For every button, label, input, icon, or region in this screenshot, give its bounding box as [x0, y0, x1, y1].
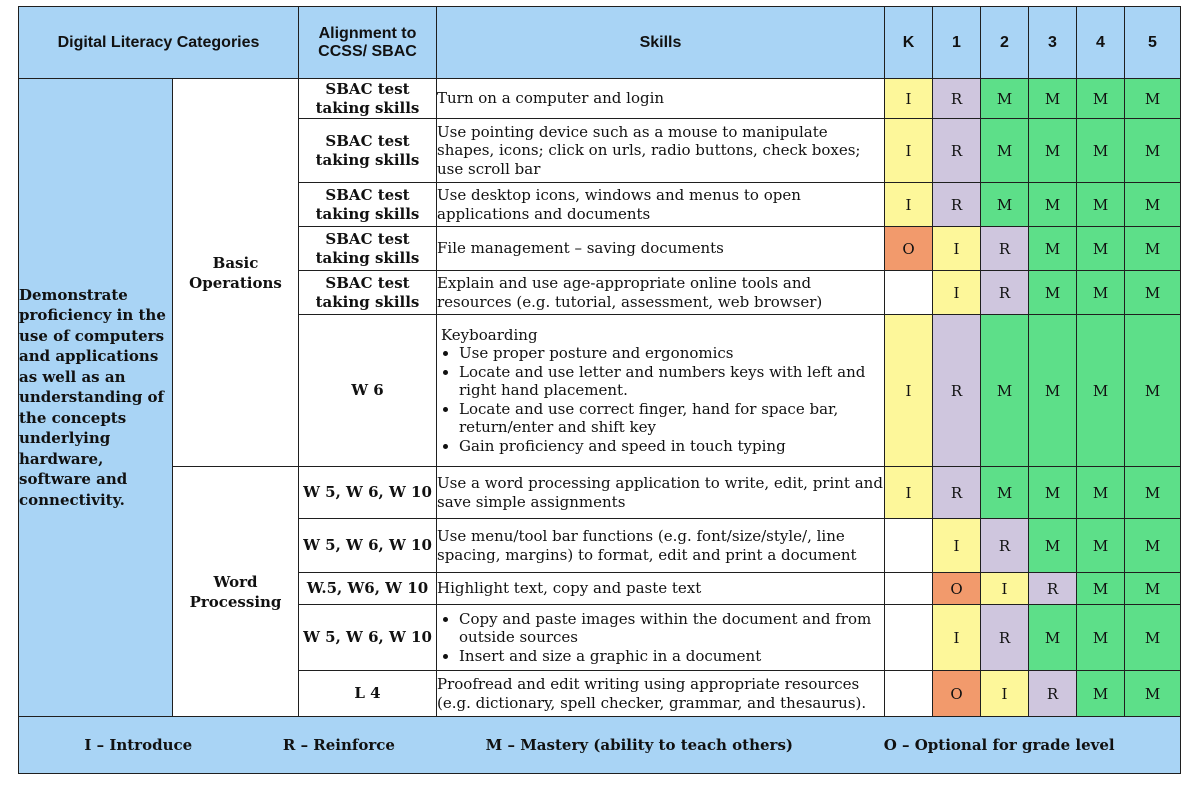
subcategory-word-line1: Word	[213, 572, 258, 591]
header-grade-5: 5	[1125, 7, 1181, 79]
header-row	[19, 7, 1181, 79]
subcategory-basic-line2: Operations	[189, 273, 282, 292]
header-grade-k: K	[885, 7, 933, 79]
skill-bullet: • Copy and paste images within the document and from outside sources	[459, 610, 884, 647]
legend-optional: O – Optional for grade level	[883, 736, 1115, 754]
level-grade-4: M	[1077, 519, 1125, 573]
level-grade-2: M	[981, 467, 1029, 519]
header-alignment-line1: Alignment to	[318, 24, 417, 42]
level-grade-3: M	[1029, 119, 1077, 183]
skill-cell	[437, 671, 885, 717]
level-grade-4: M	[1077, 271, 1125, 315]
level-grade-5: M	[1125, 573, 1181, 605]
level-grade-k	[885, 605, 933, 671]
level-grade-4: M	[1077, 227, 1125, 271]
level-grade-3: M	[1029, 183, 1077, 227]
level-grade-k	[885, 271, 933, 315]
alignment-cell	[299, 79, 437, 119]
skill-text: Proofread and edit writing using appropriate resources (e.g. dictionary, spell checker, grammar, and thesaurus).	[437, 675, 867, 712]
level-grade-1: I	[933, 271, 981, 315]
skill-cell	[437, 573, 885, 605]
level-grade-5: M	[1125, 671, 1181, 717]
skill-cell	[437, 519, 885, 573]
header-grade-1: 1	[933, 7, 981, 79]
level-grade-5: M	[1125, 183, 1181, 227]
level-grade-3: M	[1029, 227, 1077, 271]
skill-cell	[437, 605, 885, 671]
level-grade-3: M	[1029, 605, 1077, 671]
skill-text: Turn on a computer and login	[437, 89, 665, 108]
level-grade-k	[885, 573, 933, 605]
skill-text: Use desktop icons, windows and menus to open applications and documents	[437, 186, 801, 223]
table-row	[19, 467, 1181, 519]
level-grade-3: M	[1029, 79, 1077, 119]
level-grade-1: I	[933, 519, 981, 573]
level-grade-1: R	[933, 183, 981, 227]
skill-bullet: • Gain proficiency and speed in touch typing	[459, 437, 884, 456]
alignment-line: SBAC test	[325, 185, 410, 204]
level-grade-5: M	[1125, 79, 1181, 119]
level-grade-k	[885, 519, 933, 573]
level-grade-1: I	[933, 227, 981, 271]
skill-bullet-list	[437, 610, 884, 666]
alignment-cell	[299, 227, 437, 271]
level-grade-k: I	[885, 467, 933, 519]
level-grade-2: I	[981, 671, 1029, 717]
level-grade-2: M	[981, 119, 1029, 183]
skill-text: Explain and use age-appropriate online tools and resources (e.g. tutorial, assessment, web browser)	[437, 274, 823, 311]
level-grade-3: M	[1029, 519, 1077, 573]
level-grade-2: R	[981, 605, 1029, 671]
skill-bullet-list	[437, 344, 884, 455]
table-row	[19, 79, 1181, 119]
alignment-cell	[299, 671, 437, 717]
level-grade-2: I	[981, 573, 1029, 605]
header-grade-2: 2	[981, 7, 1029, 79]
level-grade-1: R	[933, 315, 981, 467]
skill-text: Highlight text, copy and paste text	[437, 579, 702, 598]
level-grade-3: R	[1029, 671, 1077, 717]
skill-cell	[437, 79, 885, 119]
alignment-line: taking skills	[315, 248, 420, 267]
alignment-cell	[299, 467, 437, 519]
subcategory-word-line2: Processing	[189, 592, 282, 611]
level-grade-k: I	[885, 79, 933, 119]
alignment-line: taking skills	[315, 98, 420, 117]
level-grade-4: M	[1077, 79, 1125, 119]
skill-text: File management – saving documents	[437, 239, 724, 258]
alignment-line: SBAC test	[325, 79, 410, 98]
skill-cell	[437, 227, 885, 271]
level-grade-k: I	[885, 315, 933, 467]
alignment-cell	[299, 119, 437, 183]
level-grade-5: M	[1125, 519, 1181, 573]
alignment-line: taking skills	[315, 150, 420, 169]
skill-cell	[437, 119, 885, 183]
header-alignment	[299, 7, 437, 79]
level-grade-1: R	[933, 79, 981, 119]
level-grade-1: I	[933, 605, 981, 671]
legend-reinforce: R – Reinforce	[282, 736, 395, 754]
level-grade-4: M	[1077, 119, 1125, 183]
alignment-cell	[299, 183, 437, 227]
level-grade-2: M	[981, 183, 1029, 227]
skill-cell	[437, 271, 885, 315]
alignment-line: W 5, W 6, W 10	[303, 536, 432, 554]
legend-mastery: M – Mastery (ability to teach others)	[485, 736, 793, 754]
subcategory-basic-line1: Basic	[212, 253, 259, 272]
level-grade-4: M	[1077, 671, 1125, 717]
skill-cell	[437, 315, 885, 467]
header-grade-3: 3	[1029, 7, 1077, 79]
level-grade-2: M	[981, 79, 1029, 119]
header-categories: Digital Literacy Categories	[19, 7, 299, 79]
digital-literacy-table	[18, 6, 1181, 774]
level-grade-4: M	[1077, 467, 1125, 519]
level-grade-1: O	[933, 671, 981, 717]
alignment-line: taking skills	[315, 292, 420, 311]
subcategory-basic-operations	[173, 79, 299, 467]
legend-row	[19, 717, 1181, 774]
alignment-line: taking skills	[315, 204, 420, 223]
level-grade-3: M	[1029, 467, 1077, 519]
skill-bullet: • Insert and size a graphic in a document	[459, 647, 884, 666]
alignment-cell	[299, 573, 437, 605]
alignment-cell	[299, 315, 437, 467]
level-grade-4: M	[1077, 315, 1125, 467]
header-grade-4: 4	[1077, 7, 1125, 79]
level-grade-k: I	[885, 119, 933, 183]
skill-bullet: • Use proper posture and ergonomics	[459, 344, 884, 363]
skill-text: Use a word processing application to write, edit, print and save simple assignments	[437, 474, 883, 511]
skill-heading: Keyboarding	[441, 325, 538, 344]
alignment-line: SBAC test	[325, 273, 410, 292]
level-grade-4: M	[1077, 605, 1125, 671]
level-grade-4: M	[1077, 573, 1125, 605]
skill-cell	[437, 183, 885, 227]
level-grade-2: M	[981, 315, 1029, 467]
alignment-line: SBAC test	[325, 229, 410, 248]
level-grade-k: I	[885, 183, 933, 227]
level-grade-1: R	[933, 119, 981, 183]
alignment-line: L 4	[354, 684, 381, 702]
subcategory-word-processing	[173, 467, 299, 717]
skill-text: Use menu/tool bar functions (e.g. font/size/style/, line spacing, margins) to format, edit and print a document	[437, 527, 857, 564]
header-alignment-line2: CCSS/ SBAC	[318, 42, 417, 60]
level-grade-2: R	[981, 227, 1029, 271]
alignment-cell	[299, 605, 437, 671]
skill-bullet: • Locate and use correct finger, hand for space bar, return/enter and shift key	[459, 400, 884, 437]
level-grade-5: M	[1125, 227, 1181, 271]
legend	[19, 717, 1181, 774]
alignment-line: W.5, W6, W 10	[306, 579, 429, 597]
alignment-line: W 5, W 6, W 10	[303, 628, 432, 646]
level-grade-2: R	[981, 519, 1029, 573]
level-grade-4: M	[1077, 183, 1125, 227]
legend-introduce: I – Introduce	[84, 736, 193, 754]
level-grade-3: R	[1029, 573, 1077, 605]
level-grade-3: M	[1029, 315, 1077, 467]
level-grade-5: M	[1125, 271, 1181, 315]
header-skills: Skills	[437, 7, 885, 79]
level-grade-5: M	[1125, 119, 1181, 183]
skill-cell	[437, 467, 885, 519]
alignment-cell	[299, 519, 437, 573]
level-grade-5: M	[1125, 467, 1181, 519]
alignment-line: W 6	[351, 381, 384, 399]
skill-bullet: • Locate and use letter and numbers keys with left and right hand placement.	[459, 363, 884, 400]
level-grade-1: R	[933, 467, 981, 519]
level-grade-3: M	[1029, 271, 1077, 315]
level-grade-1: O	[933, 573, 981, 605]
level-grade-5: M	[1125, 605, 1181, 671]
skill-text: Use pointing device such as a mouse to manipulate shapes, icons; click on urls, radio buttons, check boxes; use scroll bar	[437, 122, 861, 178]
level-grade-k	[885, 671, 933, 717]
level-grade-k: O	[885, 227, 933, 271]
alignment-line: SBAC test	[325, 131, 410, 150]
category-cell: Demonstrate proficiency in the use of computers and applications as well as an understanding of the concepts underlying hardware, software and connectivity.	[19, 79, 173, 717]
alignment-cell	[299, 271, 437, 315]
alignment-line: W 5, W 6, W 10	[303, 483, 432, 501]
level-grade-2: R	[981, 271, 1029, 315]
level-grade-5: M	[1125, 315, 1181, 467]
